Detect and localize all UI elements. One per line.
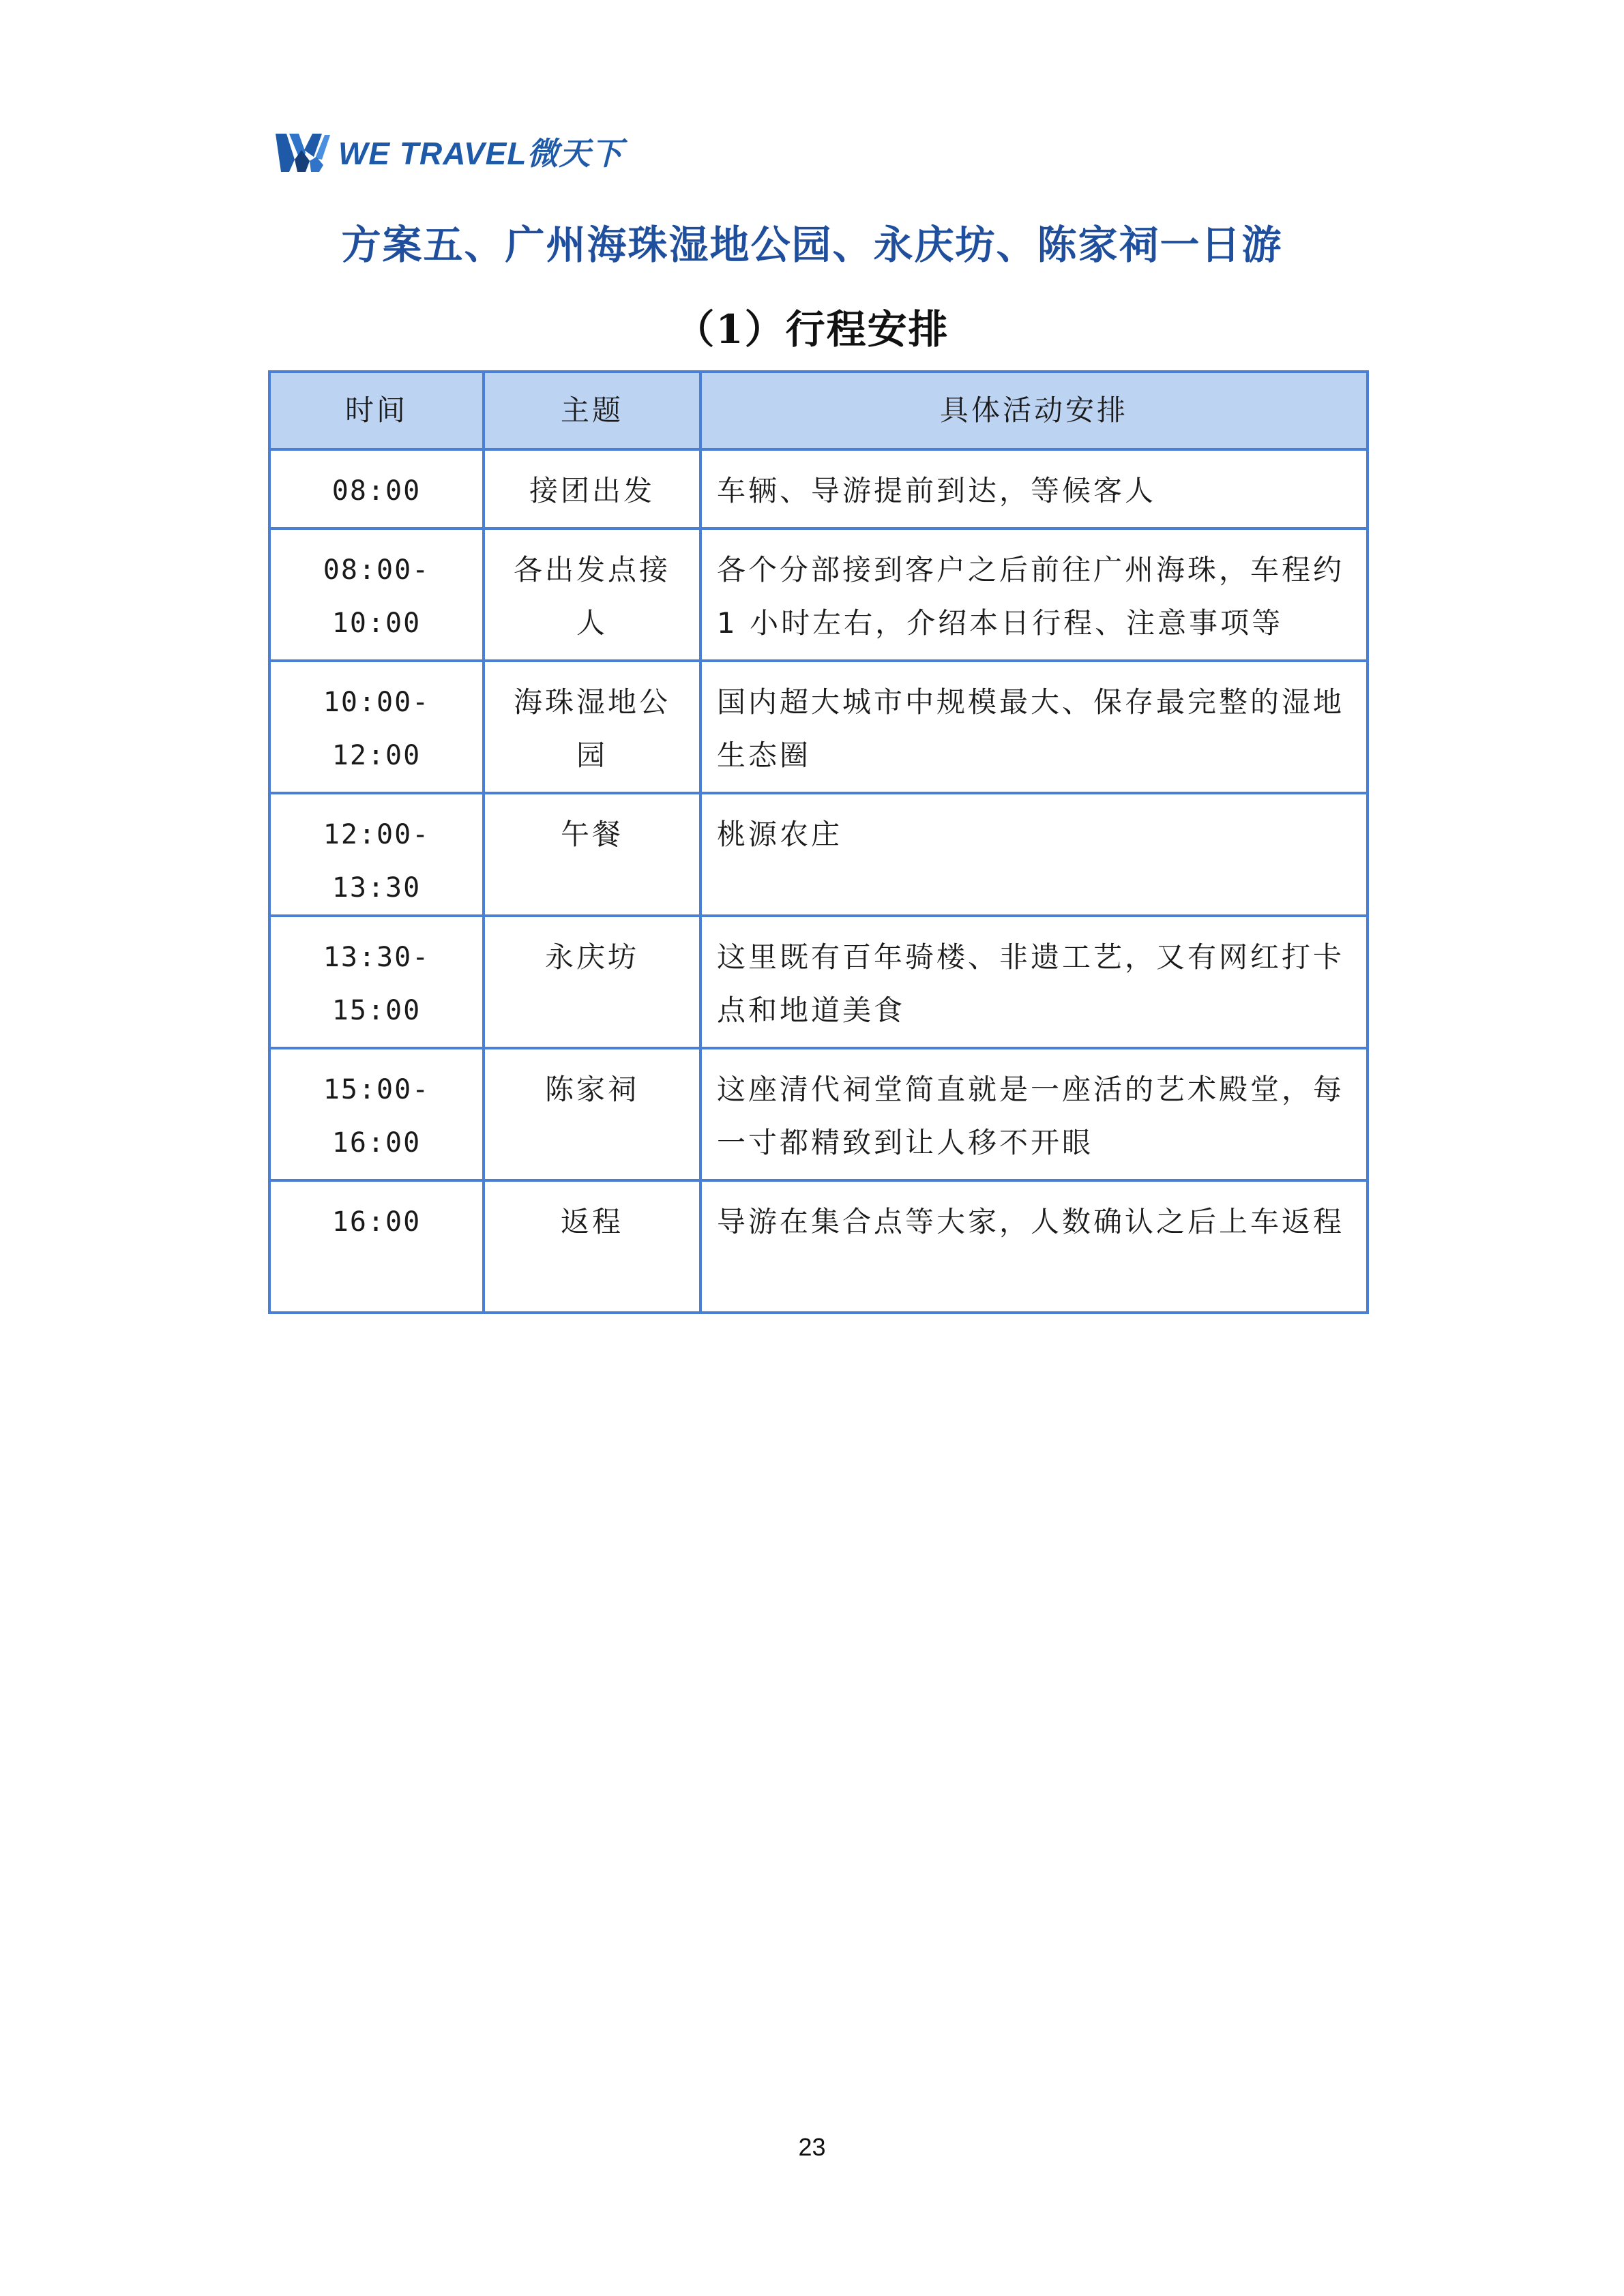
row-time: 12:00-13:30 bbox=[269, 793, 484, 916]
logo-text: WE TRAVEL微天下 bbox=[338, 136, 623, 171]
table-row bbox=[269, 449, 1368, 528]
row-detail: 各个分部接到客户之后前往广州海珠，车程约 1 小时左右，介绍本日行程、注意事项等 bbox=[700, 528, 1368, 661]
row-theme: 返程 bbox=[484, 1180, 700, 1313]
header-theme: 主题 bbox=[484, 372, 700, 449]
row-detail: 国内超大城市中规模最大、保存最完整的湿地生态圈 bbox=[700, 661, 1368, 793]
row-detail: 导游在集合点等大家，人数确认之后上车返程 bbox=[700, 1180, 1368, 1313]
header-time: 时间 bbox=[269, 372, 484, 449]
document-title: 方案五、广州海珠湿地公园、永庆坊、陈家祠一日游 bbox=[341, 222, 1283, 268]
itinerary-table bbox=[268, 370, 1369, 1314]
row-time: 13:30-15:00 bbox=[269, 916, 484, 1048]
row-time: 08:00 bbox=[269, 449, 484, 528]
page-number: 23 bbox=[798, 2133, 826, 2161]
wt-mountain-logo-icon bbox=[274, 130, 331, 173]
row-theme: 各出发点接人 bbox=[484, 528, 700, 661]
row-theme: 海珠湿地公园 bbox=[484, 661, 700, 793]
table-row bbox=[269, 916, 1368, 1048]
section-title: （1）行程安排 bbox=[675, 306, 949, 353]
row-time: 10:00-12:00 bbox=[269, 661, 484, 793]
row-theme: 陈家祠 bbox=[484, 1048, 700, 1180]
row-detail: 这里既有百年骑楼、非遗工艺，又有网红打卡点和地道美食 bbox=[700, 916, 1368, 1048]
table-row bbox=[269, 528, 1368, 661]
row-time: 08:00-10:00 bbox=[269, 528, 484, 661]
row-detail: 桃源农庄 bbox=[700, 793, 1368, 916]
table-header-row bbox=[269, 372, 1368, 449]
row-time: 15:00-16:00 bbox=[269, 1048, 484, 1180]
table-row bbox=[269, 793, 1368, 916]
row-detail: 这座清代祠堂简直就是一座活的艺术殿堂，每一寸都精致到让人移不开眼 bbox=[700, 1048, 1368, 1180]
row-theme: 永庆坊 bbox=[484, 916, 700, 1048]
table-row bbox=[269, 1180, 1368, 1313]
row-theme: 接团出发 bbox=[484, 449, 700, 528]
row-theme: 午餐 bbox=[484, 793, 700, 916]
header-detail: 具体活动安排 bbox=[700, 372, 1368, 449]
brand-logo bbox=[274, 127, 623, 176]
table-row bbox=[269, 1048, 1368, 1180]
row-time: 16:00 bbox=[269, 1180, 484, 1313]
table-row bbox=[269, 661, 1368, 793]
row-detail: 车辆、导游提前到达，等候客人 bbox=[700, 449, 1368, 528]
